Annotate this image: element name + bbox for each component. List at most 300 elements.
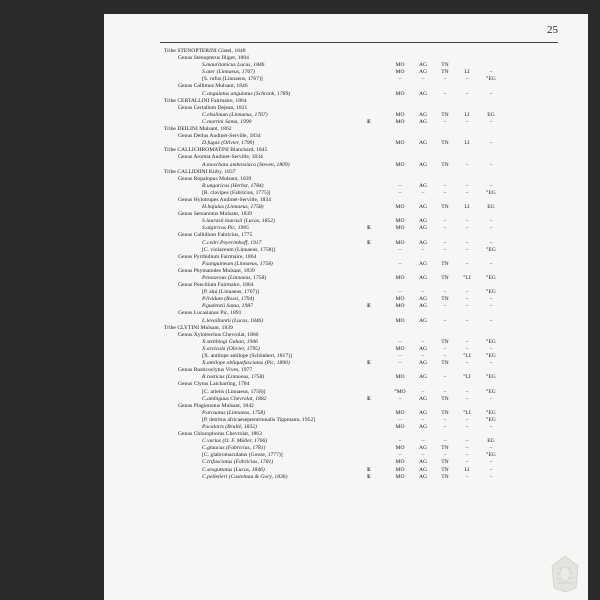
distribution-cell: – xyxy=(465,289,469,296)
distribution-cell: MO xyxy=(395,140,405,147)
distribution-cell: °EG xyxy=(486,189,496,196)
distribution-cell: – xyxy=(443,246,447,253)
distribution-cell: TN xyxy=(441,69,449,76)
distribution-cell: – xyxy=(465,423,469,430)
taxon-name: C.cedri Peyerimhoff, 1917 xyxy=(202,239,262,246)
distribution-cell: LI xyxy=(464,140,470,147)
distribution-cell: – xyxy=(465,218,469,225)
species-row xyxy=(164,318,564,325)
distribution-cell: LI xyxy=(464,69,470,76)
taxon-name: Genus Rusticoclytus Vives, 1977 xyxy=(178,367,253,374)
distribution-cell: AG xyxy=(418,395,428,402)
distribution-cell: – xyxy=(398,416,402,423)
taxon-name: Genus Aromia Audinet-Serville, 1834 xyxy=(178,154,263,161)
distribution-cell: E xyxy=(367,118,371,125)
distribution-cell: °EG xyxy=(486,452,496,459)
taxon-name: [C. arietis (Linnaeus, 1758)] xyxy=(202,388,266,395)
distribution-cell: LI xyxy=(464,204,470,211)
distribution-cell: – xyxy=(421,452,425,459)
distribution-cell: – xyxy=(465,246,469,253)
tribe-row xyxy=(164,48,564,55)
distribution-cell: – xyxy=(489,218,493,225)
species-row xyxy=(164,303,564,310)
distribution-cell: EG xyxy=(487,438,495,445)
document-page xyxy=(104,14,588,600)
distribution-cell: – xyxy=(443,416,447,423)
distribution-cell: MO xyxy=(395,161,405,168)
distribution-cell: – xyxy=(465,459,469,466)
distribution-cell: TN xyxy=(441,360,449,367)
taxon-name: Genus Deilus Audinet-Serville, 1834 xyxy=(178,133,261,140)
distribution-cell: – xyxy=(489,345,493,352)
distribution-cell: TN xyxy=(441,161,449,168)
tribe-row xyxy=(164,147,564,154)
genus-row xyxy=(164,431,564,438)
distribution-cell: – xyxy=(465,239,469,246)
species-row xyxy=(164,289,564,296)
distribution-cell: – xyxy=(398,438,402,445)
distribution-cell: °EG xyxy=(486,388,496,395)
taxon-name: Genus Xylotrechus Chevrolat, 1860 xyxy=(178,331,259,338)
genus-row xyxy=(164,254,564,261)
distribution-cell: – xyxy=(465,395,469,402)
taxon-name: P.arcuatus (Linnaeus, 1758) xyxy=(202,409,266,416)
distribution-cell: TN xyxy=(441,459,449,466)
taxon-name: P.lividum (Rossi, 1794) xyxy=(202,296,255,303)
distribution-cell: AG xyxy=(418,423,428,430)
distribution-cell: – xyxy=(421,416,425,423)
genus-row xyxy=(164,268,564,275)
distribution-cell: – xyxy=(421,438,425,445)
tribe-row xyxy=(164,126,564,133)
distribution-cell: °EG xyxy=(486,338,496,345)
tribe-row xyxy=(164,325,564,332)
distribution-cell: AG xyxy=(418,459,428,466)
distribution-cell: AG xyxy=(418,296,428,303)
distribution-cell: MO xyxy=(395,239,405,246)
distribution-cell: MO xyxy=(395,204,405,211)
distribution-cell: – xyxy=(398,260,402,267)
distribution-cell: – xyxy=(489,161,493,168)
distribution-cell: – xyxy=(465,161,469,168)
distribution-cell: – xyxy=(489,466,493,473)
distribution-cell: – xyxy=(421,388,425,395)
species-row xyxy=(164,339,564,346)
species-row xyxy=(164,62,564,69)
distribution-cell: – xyxy=(465,296,469,303)
distribution-cell: °EG xyxy=(486,275,496,281)
distribution-cell: – xyxy=(421,353,425,360)
taxon-name: P.sanguineum (Linnaeus, 1758) xyxy=(202,260,273,267)
distribution-cell: – xyxy=(489,182,493,189)
distribution-cell: – xyxy=(465,189,469,196)
distribution-cell: MO xyxy=(395,296,405,303)
species-row xyxy=(164,204,564,211)
distribution-cell: – xyxy=(465,345,469,352)
distribution-cell: AG xyxy=(418,239,428,246)
taxon-name: X.arvicola (Olivier, 1795) xyxy=(202,345,260,352)
taxon-name: Genus Hylotrupes Audinet-Serville, 1834 xyxy=(178,196,271,203)
distribution-cell: E xyxy=(367,360,371,367)
distribution-cell: MO xyxy=(395,473,405,480)
taxon-name: Genus Phymatodes Mulsant, 1839 xyxy=(178,267,255,274)
species-row xyxy=(164,396,564,403)
species-row xyxy=(164,346,564,353)
distribution-cell: – xyxy=(465,225,469,232)
distribution-cell: MO xyxy=(395,303,405,310)
distribution-cell: – xyxy=(489,260,493,267)
taxon-name: P.testaceus (Linnaeus, 1758) xyxy=(202,275,267,281)
distribution-cell: – xyxy=(398,338,402,345)
distribution-cell: MO xyxy=(395,218,405,225)
distribution-cell: LI xyxy=(464,466,470,473)
distribution-cell: – xyxy=(398,289,402,296)
species-row xyxy=(164,459,564,466)
taxon-name: Genus Stenopterus Illiger, 1804 xyxy=(178,55,249,62)
distribution-cell: AG xyxy=(418,345,428,352)
distribution-cell: °LI xyxy=(463,374,471,381)
taxon-name: Genus Lucasianus Pic, 1891 xyxy=(178,310,242,317)
distribution-cell: TN xyxy=(441,296,449,303)
distribution-cell: MO xyxy=(395,423,405,430)
distribution-cell: – xyxy=(489,303,493,310)
distribution-cell: MO xyxy=(395,409,405,416)
distribution-cell: AG xyxy=(418,409,428,416)
distribution-cell: AG xyxy=(418,118,428,125)
species-row xyxy=(164,183,564,190)
distribution-cell: – xyxy=(443,423,447,430)
taxon-name: S.laurasii laurasii (Lucas, 1852) xyxy=(202,218,275,225)
species-row xyxy=(164,69,564,76)
distribution-cell: – xyxy=(443,182,447,189)
distribution-cell: °EG xyxy=(486,409,496,416)
distribution-cell: – xyxy=(443,374,447,381)
taxon-name: Genus Poecilium Fairmaire, 1864 xyxy=(178,282,254,289)
tribe-row xyxy=(164,98,564,105)
distribution-cell: AG xyxy=(418,204,428,211)
taxon-name: C.martini Sama, 1990 xyxy=(202,118,252,125)
distribution-cell: – xyxy=(465,338,469,345)
distribution-cell: – xyxy=(465,388,469,395)
distribution-cell: MO xyxy=(395,118,405,125)
distribution-cell: MO xyxy=(395,345,405,352)
distribution-cell: °EG xyxy=(486,353,496,360)
distribution-cell: – xyxy=(443,189,447,196)
taxon-name: [P. alni (Linnaeus, 1767)] xyxy=(202,289,260,296)
species-row xyxy=(164,240,564,247)
species-row xyxy=(164,474,564,481)
taxon-name: Tribe CERTALLINI Fairmaire, 1864 xyxy=(164,97,247,104)
taxon-name: Genus Pyrrhidium Fairmaire, 1864 xyxy=(178,253,257,260)
genus-row xyxy=(164,211,564,218)
genus-row xyxy=(164,232,564,239)
distribution-cell: – xyxy=(465,76,469,83)
distribution-cell: – xyxy=(465,416,469,423)
distribution-cell: °EG xyxy=(486,246,496,253)
taxon-name: L.levaillantii (Lucas, 1846) xyxy=(202,317,264,324)
distribution-cell: °LI xyxy=(463,409,471,416)
distribution-cell: TN xyxy=(441,275,449,281)
distribution-cell: – xyxy=(443,239,447,246)
distribution-cell: EG xyxy=(487,204,495,211)
distribution-cell: AG xyxy=(418,225,428,232)
distribution-cell: °EG xyxy=(486,416,496,423)
genus-row xyxy=(164,105,564,112)
distribution-cell: – xyxy=(489,360,493,367)
species-row xyxy=(164,190,564,197)
taxon-name: Tribe STENOPTERINI Gistel, 1848 xyxy=(164,48,246,54)
header-rule xyxy=(160,42,558,43)
distribution-cell: MO xyxy=(395,69,405,76)
distribution-cell: – xyxy=(443,438,447,445)
taxon-name: Genus Callidium Fabricius, 1775 xyxy=(178,232,253,239)
distribution-cell: LI xyxy=(464,111,470,118)
distribution-cell: – xyxy=(465,182,469,189)
distribution-cell: TN xyxy=(441,395,449,402)
distribution-cell: – xyxy=(489,225,493,232)
distribution-cell: °EG xyxy=(486,374,496,381)
distribution-cell: AG xyxy=(418,473,428,480)
species-row xyxy=(164,76,564,83)
distribution-cell: – xyxy=(398,76,402,83)
distribution-cell: – xyxy=(421,289,425,296)
distribution-cell: – xyxy=(398,395,402,402)
distribution-cell: – xyxy=(489,445,493,452)
distribution-cell: – xyxy=(443,345,447,352)
taxon-name: Tribe CALLICHROMATINI Blanchard, 1845 xyxy=(164,147,268,154)
species-row xyxy=(164,275,564,282)
distribution-cell: – xyxy=(465,452,469,459)
taxon-name: [P. detritus africaeseptentrionalis Tippmann, 1952] xyxy=(202,416,316,423)
taxon-name: C.glaucus (Fabricius, 1781) xyxy=(202,445,266,452)
species-row xyxy=(164,467,564,474)
distribution-cell: – xyxy=(443,289,447,296)
distribution-cell: – xyxy=(489,317,493,324)
distribution-cell: – xyxy=(489,90,493,97)
distribution-cell: AG xyxy=(418,140,428,147)
taxon-name: Tribe CALLIDIINI Kirby, 1837 xyxy=(164,168,236,175)
distribution-cell: TN xyxy=(441,204,449,211)
distribution-cell: E xyxy=(367,466,371,473)
distribution-cell: E xyxy=(367,395,371,402)
distribution-cell: – xyxy=(443,353,447,360)
taxon-name: H.bajulus (Linnaeus, 1758) xyxy=(202,204,264,211)
distribution-cell: – xyxy=(398,189,402,196)
distribution-cell: – xyxy=(421,246,425,253)
species-row xyxy=(164,374,564,381)
taxon-name: X.antilope obliquefasciatus (Pic, 1890) xyxy=(202,360,290,367)
taxon-name: C.ambiguus Chevrolat, 1882 xyxy=(202,395,267,402)
distribution-cell: E xyxy=(367,239,371,246)
genus-row xyxy=(164,310,564,317)
taxon-name: [X. antilope antilope (Schönherr, 1817)] xyxy=(202,353,292,360)
distribution-cell: MO xyxy=(395,445,405,452)
distribution-cell: MO xyxy=(395,374,405,381)
distribution-cell: °MO xyxy=(394,388,406,395)
distribution-cell: – xyxy=(443,317,447,324)
distribution-cell: AG xyxy=(418,445,428,452)
taxon-name: [C. violaceum (Linnaeus, 1758)] xyxy=(202,246,276,253)
taxon-name: Genus Semanotus Mulsant, 1839 xyxy=(178,211,252,218)
distribution-cell: MO xyxy=(395,459,405,466)
distribution-cell: – xyxy=(398,353,402,360)
distribution-cell: – xyxy=(443,303,447,310)
distribution-cell: – xyxy=(465,260,469,267)
taxon-name: S.ater (Linnaeus, 1767) xyxy=(202,69,255,76)
distribution-cell: – xyxy=(443,218,447,225)
distribution-cell: MO xyxy=(395,317,405,324)
distribution-cell: – xyxy=(489,140,493,147)
distribution-cell: TN xyxy=(441,62,449,69)
taxon-name: X.stebbingi Gahan, 1906 xyxy=(202,338,258,345)
distribution-cell: – xyxy=(465,303,469,310)
distribution-cell: – xyxy=(421,189,425,196)
genus-row xyxy=(164,332,564,339)
distribution-cell: E xyxy=(367,303,371,310)
distribution-cell: °EG xyxy=(486,76,496,83)
taxon-name: P.gudenzii Sama, 1987 xyxy=(202,303,253,310)
distribution-cell: – xyxy=(489,395,493,402)
distribution-cell: – xyxy=(489,118,493,125)
taxon-name: D.fugax (Olivier, 1790) xyxy=(202,140,255,147)
distribution-cell: MO xyxy=(395,62,405,69)
distribution-cell: MO xyxy=(395,111,405,118)
distribution-cell: TN xyxy=(441,409,449,416)
distribution-cell: °EG xyxy=(486,289,496,296)
distribution-cell: AG xyxy=(418,69,428,76)
genus-row xyxy=(164,381,564,388)
distribution-cell: – xyxy=(465,438,469,445)
distribution-cell: – xyxy=(489,239,493,246)
taxon-name: Genus Callimus Mulsant, 1846 xyxy=(178,83,248,90)
taxon-name: C.sexguttatus (Lucas, 1846) xyxy=(202,466,265,473)
distribution-cell: – xyxy=(398,182,402,189)
taxon-name: Tribe CLYTINI Mulsant, 1839 xyxy=(164,324,233,331)
distribution-cell: AG xyxy=(418,317,428,324)
distribution-cell: – xyxy=(465,90,469,97)
distribution-cell: – xyxy=(443,452,447,459)
taxon-name: Genus Ropalopus Mulsant, 1839 xyxy=(178,175,252,182)
distribution-cell: MO xyxy=(395,225,405,232)
distribution-cell: AG xyxy=(418,260,428,267)
genus-row xyxy=(164,176,564,183)
genus-row xyxy=(164,403,564,410)
genus-row xyxy=(164,282,564,289)
species-row xyxy=(164,247,564,254)
distribution-cell: – xyxy=(443,388,447,395)
species-row xyxy=(164,452,564,459)
distribution-cell: MO xyxy=(395,90,405,97)
taxon-name: Genus Chlorophorus Chevrolat, 1863 xyxy=(178,431,262,438)
species-row xyxy=(164,389,564,396)
distribution-cell: MO xyxy=(395,275,405,281)
taxon-name: C.trifasciatus (Fabricius, 1781) xyxy=(202,459,274,466)
distribution-cell: °LI xyxy=(463,353,471,360)
taxon-name: C.varius (O. F. Müller, 1766) xyxy=(202,438,268,445)
distribution-cell: AG xyxy=(418,182,428,189)
distribution-cell: AG xyxy=(418,466,428,473)
distribution-cell: – xyxy=(443,118,447,125)
genus-row xyxy=(164,133,564,140)
distribution-cell: – xyxy=(443,225,447,232)
distribution-cell: EG xyxy=(487,111,495,118)
species-table xyxy=(164,48,564,481)
distribution-cell: AG xyxy=(418,111,428,118)
species-row xyxy=(164,225,564,232)
taxon-name: C.pelletieri (Castelnau & Gory, 1836) xyxy=(202,473,288,480)
species-row xyxy=(164,162,564,169)
distribution-cell: – xyxy=(489,473,493,480)
taxon-name: Genus Plagionotus Mulsant, 1842 xyxy=(178,402,254,409)
species-row xyxy=(164,112,564,119)
distribution-cell: – xyxy=(465,360,469,367)
taxon-name: C.ebulinum (Linnaeus, 1767) xyxy=(202,111,268,118)
page-number: 25 xyxy=(547,24,558,36)
taxon-name: S.algiricus Pic, 1905 xyxy=(202,225,249,232)
distribution-cell: TN xyxy=(441,111,449,118)
distribution-cell: – xyxy=(465,473,469,480)
distribution-cell: E xyxy=(367,225,371,232)
distribution-cell: – xyxy=(443,90,447,97)
species-row xyxy=(164,140,564,147)
species-row xyxy=(164,218,564,225)
distribution-cell: – xyxy=(421,76,425,83)
genus-row xyxy=(164,55,564,62)
distribution-cell: MO xyxy=(395,466,405,473)
species-row xyxy=(164,91,564,98)
taxon-name: [C. glabromaculatus (Goeze, 1777)] xyxy=(202,452,283,459)
species-row xyxy=(164,438,564,445)
species-row xyxy=(164,360,564,367)
taxon-name: R.rusticus (Linnaeus, 1758) xyxy=(202,374,265,381)
distribution-cell: AG xyxy=(418,90,428,97)
distribution-cell: AG xyxy=(418,161,428,168)
species-row xyxy=(164,410,564,417)
species-row xyxy=(164,261,564,268)
taxon-name: Genus Certallum Dejean, 1821 xyxy=(178,104,248,111)
distribution-cell: – xyxy=(421,338,425,345)
distribution-cell: – xyxy=(489,69,493,76)
distribution-cell: – xyxy=(489,459,493,466)
genus-row xyxy=(164,197,564,204)
taxon-name: A.moschata ambrosiaca (Steven, 1809) xyxy=(202,161,290,168)
distribution-cell: AG xyxy=(418,360,428,367)
distribution-cell: AG xyxy=(418,218,428,225)
distribution-cell: – xyxy=(465,118,469,125)
distribution-cell: – xyxy=(398,452,402,459)
distribution-cell: TN xyxy=(441,140,449,147)
distribution-cell: AG xyxy=(418,374,428,381)
distribution-cell: TN xyxy=(441,445,449,452)
species-row xyxy=(164,424,564,431)
distribution-cell: E xyxy=(367,473,371,480)
taxon-name: [S. rufus (Linnaeus, 1767)] xyxy=(202,76,263,83)
pharaoh-watermark-icon xyxy=(548,554,582,594)
distribution-cell: TN xyxy=(441,338,449,345)
distribution-cell: – xyxy=(465,445,469,452)
distribution-cell: TN xyxy=(441,473,449,480)
distribution-cell: – xyxy=(398,246,402,253)
species-row xyxy=(164,119,564,126)
species-row xyxy=(164,353,564,360)
genus-row xyxy=(164,83,564,90)
species-row xyxy=(164,296,564,303)
distribution-cell: TN xyxy=(441,260,449,267)
distribution-cell: AG xyxy=(418,62,428,69)
distribution-cell: °LI xyxy=(463,275,471,281)
distribution-cell: AG xyxy=(418,275,428,281)
distribution-cell: – xyxy=(465,317,469,324)
